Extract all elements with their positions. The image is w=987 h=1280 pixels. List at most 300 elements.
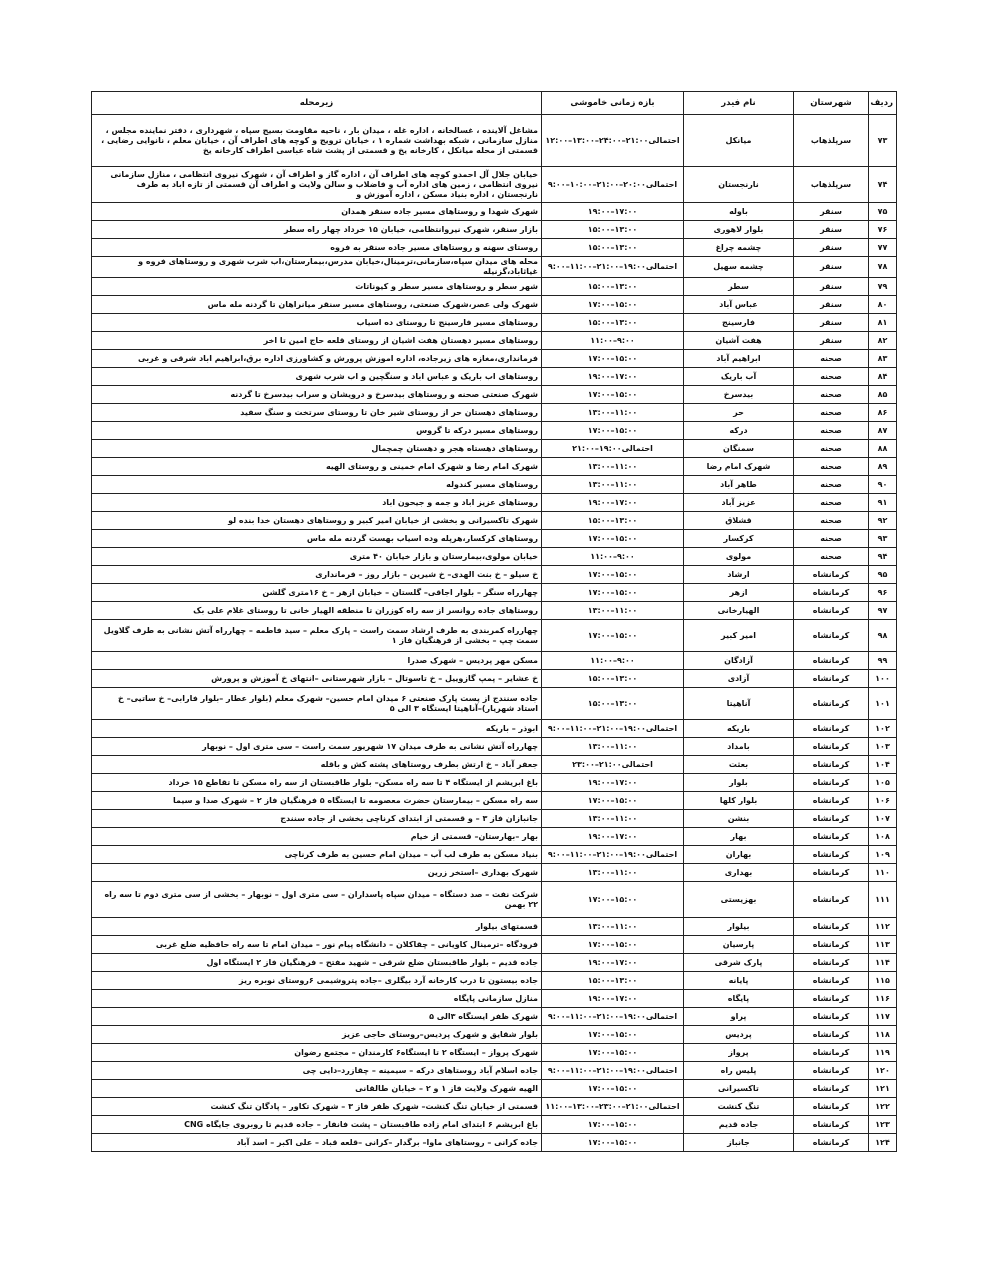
table-row <box>92 440 897 458</box>
table-row <box>92 1008 897 1026</box>
area-cell: الهیه شهرک ولایت فاز ۱ و ۲ – خیابان طالقانی <box>92 1080 542 1098</box>
feeder-name-cell: عزیز آباد <box>684 494 794 512</box>
table-row <box>92 512 897 530</box>
row-number-cell: ۹۸ <box>869 620 897 652</box>
feeder-name-cell: بامداد <box>684 738 794 756</box>
row-number-cell: ۸۲ <box>869 332 897 350</box>
area-cell: جانبازان فاز ۳ – و قسمتی از ابتدای کرناچی بخشی از جاده سنندج <box>92 810 542 828</box>
feeder-name-cell: آناهیتا <box>684 688 794 720</box>
city-cell: کرمانشاه <box>794 670 869 688</box>
row-number-cell: ۸۹ <box>869 458 897 476</box>
area-cell: جعفر آباد – خ ارتش بطرف روستاهای پشته کش و باقله <box>92 756 542 774</box>
table-row <box>92 404 897 422</box>
row-number-cell: ۱۲۱ <box>869 1080 897 1098</box>
feeder-name-cell: میانکل <box>684 115 794 167</box>
outage-schedule-sheet <box>91 91 896 1152</box>
outage-time-cell: ۱۵:۰۰–۱۷:۰۰ <box>542 620 684 652</box>
area-cell: محله های میدان سپاه،سازمانی،ترمینال،خیابان مدرس،بیمارستان،اب شرب شهری و روستاهای فروه و غیاثاباد،گزنیله <box>92 257 542 278</box>
outage-time-cell: ۱۷:۰۰–۱۹:۰۰ <box>542 954 684 972</box>
feeder-name-cell: امیر کبیر <box>684 620 794 652</box>
city-cell: کرمانشاه <box>794 846 869 864</box>
area-cell: بازار سنقر، شهرک نیروانتظامی، خیابان ۱۵ خرداد چهار راه سطر <box>92 221 542 239</box>
feeder-name-cell: ابراهیم آباد <box>684 350 794 368</box>
outage-time-cell: ۱۱:۰۰–۱۳:۰۰ <box>542 404 684 422</box>
table-row <box>92 296 897 314</box>
row-number-cell: ۷۶ <box>869 221 897 239</box>
table-row <box>92 918 897 936</box>
outage-time-cell: ۱۵:۰۰–۱۷:۰۰ <box>542 566 684 584</box>
table-row <box>92 1062 897 1080</box>
table-row <box>92 620 897 652</box>
city-cell: کرمانشاه <box>794 774 869 792</box>
table-row <box>92 652 897 670</box>
row-number-cell: ۱۰۲ <box>869 720 897 738</box>
city-cell: کرمانشاه <box>794 990 869 1008</box>
table-row <box>92 756 897 774</box>
outage-time-cell: ۱۵:۰۰–۱۷:۰۰ <box>542 792 684 810</box>
area-cell: باغ ابریشم از ایستگاه ۴ تا سه راه مسکن– بلوار طاقبستان از سه راه مسکن تا تقاطع ۱۵ خرداد <box>92 774 542 792</box>
city-cell: کرمانشاه <box>794 738 869 756</box>
table-row <box>92 332 897 350</box>
area-cell: شهرک تاکسیرانی و بخشی از خیابان امیر کبیر و روستاهای دهستان خدا بنده لو <box>92 512 542 530</box>
area-cell: فرمانداری،مغازه های زیرجاده، اداره اموزش پرورش و کشاورزی اداره برق،ابراهیم اباد شرقی و غربی <box>92 350 542 368</box>
header-outage-time: بازه زمانی خاموشی <box>542 92 684 115</box>
row-number-cell: ۷۳ <box>869 115 897 167</box>
row-number-cell: ۷۴ <box>869 167 897 203</box>
row-number-cell: ۸۰ <box>869 296 897 314</box>
outage-time-cell: ۱۵:۰۰–۱۷:۰۰ <box>542 296 684 314</box>
area-cell: بنیاد مسکن به طرف لب آب – میدان امام حسین به طرف کرناچی <box>92 846 542 864</box>
feeder-name-cell: سطر <box>684 278 794 296</box>
row-number-cell: ۱۱۶ <box>869 990 897 1008</box>
area-cell: روستاهای عزیز اباد و جمه و جیحون اباد <box>92 494 542 512</box>
feeder-name-cell: آب باریک <box>684 368 794 386</box>
row-number-cell: ۱۲۳ <box>869 1116 897 1134</box>
city-cell: کرمانشاه <box>794 1134 869 1152</box>
city-cell: کرمانشاه <box>794 1044 869 1062</box>
outage-time-cell: ۹:۰۰–۱۱:۰۰ <box>542 548 684 566</box>
table-row <box>92 1026 897 1044</box>
outage-time-cell: ۱۷:۰۰–۱۹:۰۰ <box>542 828 684 846</box>
outage-time-cell: ۱۳:۰۰–۱۵:۰۰ <box>542 221 684 239</box>
city-cell: کرمانشاه <box>794 584 869 602</box>
area-cell: روستاهای جاده روانسر از سه راه کوزران تا منطقه الهیار خانی تا روستای غلام علی بک <box>92 602 542 620</box>
header-area: زیرمحله <box>92 92 542 115</box>
row-number-cell: ۱۱۴ <box>869 954 897 972</box>
feeder-name-cell: بیدسرخ <box>684 386 794 404</box>
city-cell: صحنه <box>794 404 869 422</box>
area-cell: جاده سنندج از پست پارک صنعتی ۶ میدان امام حسین– شهرک معلم (بلوار عطار –بلوار فارابی– خ ساتیی– خ استاد شهریار)–آناهیتا ایستگاه ۳ الی ۵ <box>92 688 542 720</box>
feeder-name-cell: حر <box>684 404 794 422</box>
outage-time-cell: ۱۵:۰۰–۱۷:۰۰ <box>542 584 684 602</box>
table-row <box>92 864 897 882</box>
row-number-cell: ۱۱۰ <box>869 864 897 882</box>
feeder-name-cell: تاکسیرانی <box>684 1080 794 1098</box>
row-number-cell: ۸۴ <box>869 368 897 386</box>
table-row <box>92 476 897 494</box>
row-number-cell: ۱۰۶ <box>869 792 897 810</box>
outage-time-cell: ۱۵:۰۰–۱۷:۰۰ <box>542 350 684 368</box>
city-cell: کرمانشاه <box>794 652 869 670</box>
table-row <box>92 566 897 584</box>
city-cell: کرمانشاه <box>794 882 869 918</box>
outage-time-cell: ۱۷:۰۰–۱۹:۰۰ <box>542 368 684 386</box>
row-number-cell: ۱۰۴ <box>869 756 897 774</box>
table-row <box>92 368 897 386</box>
city-cell: کرمانشاه <box>794 810 869 828</box>
row-number-cell: ۱۰۷ <box>869 810 897 828</box>
area-cell: باغ ابریشم ۶ ابتدای امام زاده طاقبستان – پشت فانفار – جاده قدیم تا روبروی جایگاه CNG <box>92 1116 542 1134</box>
table-row <box>92 314 897 332</box>
area-cell: جاده اسلام آباد روستاهای درکه – سیمینه – چقازرد–دایی چی <box>92 1062 542 1080</box>
row-number-cell: ۷۸ <box>869 257 897 278</box>
feeder-name-cell: بلوار کلها <box>684 792 794 810</box>
city-cell: کرمانشاه <box>794 688 869 720</box>
city-cell: کرمانشاه <box>794 720 869 738</box>
table-row <box>92 792 897 810</box>
row-number-cell: ۸۳ <box>869 350 897 368</box>
area-cell: روستاهای دهستاه هجر و دهستان چمچمال <box>92 440 542 458</box>
area-cell: روستای سهنه و روستاهای مسیر جاده سنقر به فروه <box>92 239 542 257</box>
outage-time-cell: ۱۵:۰۰–۱۷:۰۰ <box>542 1044 684 1062</box>
table-row <box>92 882 897 918</box>
feeder-name-cell: پارک شرقی <box>684 954 794 972</box>
city-cell: کرمانشاه <box>794 828 869 846</box>
table-row <box>92 422 897 440</box>
outage-time-cell: ۱۳:۰۰–۱۵:۰۰ <box>542 670 684 688</box>
area-cell: روستاهای دهستان حر از روستای شیر خان تا روستای سرتخت و سنگ سفید <box>92 404 542 422</box>
city-cell: صحنه <box>794 440 869 458</box>
table-row <box>92 846 897 864</box>
feeder-name-cell: پارسیان <box>684 936 794 954</box>
area-cell: شهرک ولی عصر،شهرک صنعتی، روستاهای مسیر سنقر میانراهان تا گردنه مله ماس <box>92 296 542 314</box>
area-cell: خیابان جلال آل احمدو کوچه های اطراف آن ، اداره گاز و اطراف آن ، شهرک نیروی انتظامی ، منازل سازمانی نیروی انتظامی ، زمین های اداره آب و فاضلاب و سالن ولایت و اطراف آن قسمتی از تازه اباد به طرف نارنجستان ، اداره بنیاد مسکن ، اداره آموزش و <box>92 167 542 203</box>
row-number-cell: ۹۲ <box>869 512 897 530</box>
city-cell: کرمانشاه <box>794 792 869 810</box>
outage-time-cell: ۱۱:۰۰–۱۳:۰۰ <box>542 738 684 756</box>
feeder-name-cell: درکه <box>684 422 794 440</box>
row-number-cell: ۹۷ <box>869 602 897 620</box>
outage-time-cell: ۱۵:۰۰–۱۷:۰۰ <box>542 882 684 918</box>
city-cell: صحنه <box>794 422 869 440</box>
feeder-name-cell: پراو <box>684 1008 794 1026</box>
feeder-name-cell: بهاران <box>684 846 794 864</box>
area-cell: شرکت نفت – صد دستگاه – میدان سپاه پاسداران – سی متری اول – نوبهار – بخشی از سی متری دوم تا سه راه ۲۲ بهمن <box>92 882 542 918</box>
city-cell: کرمانشاه <box>794 620 869 652</box>
area-cell: شهرک پرواز – ایستگاه ۲ تا ایستگاه۶ کارمندان – مجتمع رضوان <box>92 1044 542 1062</box>
outage-time-cell: احتمالی۲۱:۰۰–۲۳:۰۰–۱۳:۰۰–۱۱:۰۰ <box>542 1098 684 1116</box>
row-number-cell: ۷۵ <box>869 203 897 221</box>
table-row <box>92 738 897 756</box>
feeder-name-cell: قشلاق <box>684 512 794 530</box>
city-cell: کرمانشاه <box>794 918 869 936</box>
row-number-cell: ۸۸ <box>869 440 897 458</box>
table-row <box>92 936 897 954</box>
feeder-name-cell: هفت آشیان <box>684 332 794 350</box>
outage-time-cell: ۱۱:۰۰–۱۳:۰۰ <box>542 602 684 620</box>
area-cell: شهرک صنعتی صحنه و روستاهای بیدسرخ و درویشان و سراب بیدسرخ تا گردنه <box>92 386 542 404</box>
row-number-cell: ۷۹ <box>869 278 897 296</box>
feeder-name-cell: بیلوار <box>684 918 794 936</box>
table-header-row <box>92 92 897 115</box>
feeder-name-cell: فارسینج <box>684 314 794 332</box>
area-cell: جاده کرانی – روستاهای ماوا– برگدار –کرانی –قلعه قباد – علی اکبر – اسد آباد <box>92 1134 542 1152</box>
outage-time-cell: ۱۵:۰۰–۱۷:۰۰ <box>542 1026 684 1044</box>
table-row <box>92 458 897 476</box>
city-cell: سنقر <box>794 296 869 314</box>
city-cell: کرمانشاه <box>794 602 869 620</box>
city-cell: صحنه <box>794 530 869 548</box>
city-cell: کرمانشاه <box>794 1098 869 1116</box>
city-cell: صحنه <box>794 548 869 566</box>
table-row <box>92 386 897 404</box>
row-number-cell: ۹۵ <box>869 566 897 584</box>
city-cell: کرمانشاه <box>794 756 869 774</box>
outage-time-cell: احتمالی۲۱:۰۰–۲۴:۰۰–۱۳:۰۰–۱۲:۰۰ <box>542 115 684 167</box>
row-number-cell: ۱۰۱ <box>869 688 897 720</box>
city-cell: کرمانشاه <box>794 954 869 972</box>
row-number-cell: ۱۱۲ <box>869 918 897 936</box>
table-row <box>92 350 897 368</box>
table-row <box>92 954 897 972</box>
table-row <box>92 584 897 602</box>
header-row-number: ردیف <box>869 92 897 115</box>
row-number-cell: ۱۱۵ <box>869 972 897 990</box>
table-row <box>92 239 897 257</box>
area-cell: جاده قدیم – بلوار طاقبستان ضلع شرقی – شهید مفتح – فرهنگیان فاز ۲ ایستگاه اول <box>92 954 542 972</box>
outage-time-cell: احتمالی۲۰:۰۰–۲۱:۰۰–۱۰:۰۰–۹:۰۰ <box>542 167 684 203</box>
table-row <box>92 720 897 738</box>
row-number-cell: ۱۱۸ <box>869 1026 897 1044</box>
city-cell: صحنه <box>794 458 869 476</box>
feeder-name-cell: بلوار لاهوری <box>684 221 794 239</box>
table-row <box>92 203 897 221</box>
city-cell: سنقر <box>794 332 869 350</box>
outage-time-cell: ۱۳:۰۰–۱۵:۰۰ <box>542 688 684 720</box>
city-cell: کرمانشاه <box>794 972 869 990</box>
area-cell: روستاهای مسیر فارسینج تا روستای ده اسیاب <box>92 314 542 332</box>
area-cell: شهرک امام رضا و شهرک امام خمینی و روستای الهیه <box>92 458 542 476</box>
feeder-name-cell: باریکه <box>684 720 794 738</box>
row-number-cell: ۱۰۸ <box>869 828 897 846</box>
outage-time-cell: ۱۷:۰۰–۱۹:۰۰ <box>542 203 684 221</box>
row-number-cell: ۸۱ <box>869 314 897 332</box>
outage-time-cell: ۱۵:۰۰–۱۷:۰۰ <box>542 1116 684 1134</box>
table-row <box>92 602 897 620</box>
area-cell: چهارراه کمربندی به طرف ارشاد سمت راست – پارک معلم – سید فاطمه – چهارراه آتش نشانی به طرف گلاویل سمت چپ – بخشی از فرهنگیان فاز ۱ <box>92 620 542 652</box>
feeder-name-cell: پرواز <box>684 1044 794 1062</box>
city-cell: سرپلذهاب <box>794 115 869 167</box>
feeder-name-cell: جانباز <box>684 1134 794 1152</box>
table-row <box>92 530 897 548</box>
city-cell: کرمانشاه <box>794 1080 869 1098</box>
outage-time-cell: ۱۵:۰۰–۱۷:۰۰ <box>542 422 684 440</box>
outage-time-cell: احتمالی۱۹:۰۰–۲۱:۰۰–۱۱:۰۰–۹:۰۰ <box>542 846 684 864</box>
row-number-cell: ۹۰ <box>869 476 897 494</box>
city-cell: کرمانشاه <box>794 1062 869 1080</box>
outage-time-cell: ۹:۰۰–۱۱:۰۰ <box>542 332 684 350</box>
city-cell: صحنه <box>794 512 869 530</box>
city-cell: سنقر <box>794 257 869 278</box>
area-cell: بهار –بهارستان– قسمتی از خیام <box>92 828 542 846</box>
table-row <box>92 774 897 792</box>
city-cell: سرپلذهاب <box>794 167 869 203</box>
area-cell: خ سیلو – خ بنت الهدی– خ شیرین – بازار روز – فرمانداری <box>92 566 542 584</box>
outage-time-cell: ۱۱:۰۰–۱۳:۰۰ <box>542 458 684 476</box>
row-number-cell: ۸۵ <box>869 386 897 404</box>
table-row <box>92 1080 897 1098</box>
city-cell: کرمانشاه <box>794 1026 869 1044</box>
feeder-name-cell: شهرک امام رضا <box>684 458 794 476</box>
outage-time-cell: ۱۱:۰۰–۱۳:۰۰ <box>542 476 684 494</box>
row-number-cell: ۱۰۰ <box>869 670 897 688</box>
outage-time-cell: ۱۵:۰۰–۱۷:۰۰ <box>542 386 684 404</box>
city-cell: صحنه <box>794 350 869 368</box>
outage-time-cell: احتمالی۱۹:۰۰–۲۱:۰۰–۱۱:۰۰–۹:۰۰ <box>542 720 684 738</box>
table-row <box>92 221 897 239</box>
header-feeder-name: نام فیدر <box>684 92 794 115</box>
table-row <box>92 1098 897 1116</box>
row-number-cell: ۱۲۲ <box>869 1098 897 1116</box>
outage-time-cell: ۱۵:۰۰–۱۷:۰۰ <box>542 1134 684 1152</box>
city-cell: کرمانشاه <box>794 1008 869 1026</box>
table-row <box>92 1134 897 1152</box>
outage-time-cell: ۱۳:۰۰–۱۵:۰۰ <box>542 512 684 530</box>
outage-time-cell: احتمالی۱۹:۰۰–۲۱:۰۰–۱۱:۰۰–۹:۰۰ <box>542 257 684 278</box>
row-number-cell: ۱۰۳ <box>869 738 897 756</box>
area-cell: روستاهای مسیر کندوله <box>92 476 542 494</box>
area-cell: بلوار شقایق و شهرک پردیس–روستای حاجی عزیز <box>92 1026 542 1044</box>
outage-time-cell: ۱۳:۰۰–۱۵:۰۰ <box>542 278 684 296</box>
area-cell: جاده بیستون تا درب کارخانه آرد بیگلری –جاده پتروشیمی ۶روستای نوبره ریز <box>92 972 542 990</box>
feeder-name-cell: کرکسار <box>684 530 794 548</box>
table-row <box>92 972 897 990</box>
table-row <box>92 257 897 278</box>
table-row <box>92 828 897 846</box>
row-number-cell: ۱۰۵ <box>869 774 897 792</box>
outage-time-cell: ۱۳:۰۰–۱۵:۰۰ <box>542 314 684 332</box>
feeder-name-cell: آزادی <box>684 670 794 688</box>
area-cell: قسمتی از خیابان تنگ کنشت– شهرک ظفر فاز ۳ – شهرک تکاور – پادگان تنگ کنشت <box>92 1098 542 1116</box>
feeder-name-cell: چشمه سهیل <box>684 257 794 278</box>
outage-time-cell: ۱۷:۰۰–۱۹:۰۰ <box>542 774 684 792</box>
city-cell: کرمانشاه <box>794 1116 869 1134</box>
feeder-name-cell: عباس آباد <box>684 296 794 314</box>
feeder-name-cell: جاده قدیم <box>684 1116 794 1134</box>
table-row <box>92 494 897 512</box>
city-cell: صحنه <box>794 386 869 404</box>
outage-time-cell: احتمالی۱۹:۰۰–۲۱:۰۰–۱۱:۰۰–۹:۰۰ <box>542 1062 684 1080</box>
feeder-name-cell: تنگ کنشت <box>684 1098 794 1116</box>
feeder-name-cell: طاهر آباد <box>684 476 794 494</box>
city-cell: صحنه <box>794 476 869 494</box>
area-cell: شهرک بهداری –استخر زرین <box>92 864 542 882</box>
city-cell: سنقر <box>794 239 869 257</box>
feeder-name-cell: پلیس راه <box>684 1062 794 1080</box>
city-cell: کرمانشاه <box>794 864 869 882</box>
row-number-cell: ۹۴ <box>869 548 897 566</box>
outage-time-cell: احتمالی۱۹:۰۰–۲۱:۰۰ <box>542 440 684 458</box>
feeder-name-cell: ازهر <box>684 584 794 602</box>
feeder-name-cell: بلوار <box>684 774 794 792</box>
table-row <box>92 115 897 167</box>
feeder-name-cell: پردیس <box>684 1026 794 1044</box>
row-number-cell: ۱۱۳ <box>869 936 897 954</box>
table-row <box>92 548 897 566</box>
outage-table <box>91 91 897 1152</box>
table-row <box>92 688 897 720</box>
area-cell: روستاهای اب باریک و عباس اباد و سنگچین و اب شرب شهری <box>92 368 542 386</box>
area-cell: ابوذر – باریکه <box>92 720 542 738</box>
row-number-cell: ۹۶ <box>869 584 897 602</box>
area-cell: شهر سطر و روستاهای مسیر سطر و کیوناتات <box>92 278 542 296</box>
area-cell: چهارراه آتش نشانی به طرف میدان ۱۷ شهریور سمت راست – سی متری اول – نوبهار <box>92 738 542 756</box>
feeder-name-cell: سمنگان <box>684 440 794 458</box>
feeder-name-cell: بهار <box>684 828 794 846</box>
table-row <box>92 810 897 828</box>
city-cell: صحنه <box>794 494 869 512</box>
table-row <box>92 990 897 1008</box>
outage-time-cell: ۱۵:۰۰–۱۷:۰۰ <box>542 530 684 548</box>
row-number-cell: ۱۰۹ <box>869 846 897 864</box>
feeder-name-cell: پایانه <box>684 972 794 990</box>
outage-time-cell: ۱۱:۰۰–۱۳:۰۰ <box>542 810 684 828</box>
city-cell: سنقر <box>794 203 869 221</box>
feeder-name-cell: بنشن <box>684 810 794 828</box>
row-number-cell: ۱۲۰ <box>869 1062 897 1080</box>
row-number-cell: ۹۳ <box>869 530 897 548</box>
row-number-cell: ۱۱۹ <box>869 1044 897 1062</box>
area-cell: مشاغل آلاینده ، غسالخانه ، اداره غله ، میدان بار ، ناحیه مقاومت بسیج سپاه ، شهرداری ، دفتر نماینده مجلس ، منازل سازمانی ، شبکه بهداشت شماره ۱ ، خیابان ترویج و کوچه های اطراف آن ، خیابان معلم ، نانوایی رضایی ، قسمتی از محله میانکل ، کارخانه یخ و قسمتی از پشت شاه عباسی اطراف کارخانه یخ <box>92 115 542 167</box>
outage-time-cell: ۹:۰۰–۱۱:۰۰ <box>542 652 684 670</box>
table-row <box>92 1044 897 1062</box>
outage-time-cell: ۱۳:۰۰–۱۵:۰۰ <box>542 972 684 990</box>
row-number-cell: ۹۱ <box>869 494 897 512</box>
outage-time-cell: احتمالی۲۱:۰۰–۲۳:۰۰ <box>542 756 684 774</box>
city-cell: صحنه <box>794 368 869 386</box>
table-row <box>92 670 897 688</box>
table-row <box>92 1116 897 1134</box>
outage-time-cell: ۱۷:۰۰–۱۹:۰۰ <box>542 990 684 1008</box>
area-cell: شهرک ظفر ایستگاه ۳الی ۵ <box>92 1008 542 1026</box>
outage-time-cell: ۱۵:۰۰–۱۷:۰۰ <box>542 936 684 954</box>
feeder-name-cell: چشمه چراغ <box>684 239 794 257</box>
feeder-name-cell: نارنجستان <box>684 167 794 203</box>
area-cell: قسمتهای بیلوار <box>92 918 542 936</box>
header-city: شهرستان <box>794 92 869 115</box>
row-number-cell: ۷۷ <box>869 239 897 257</box>
feeder-name-cell: الهیارخانی <box>684 602 794 620</box>
area-cell: خ عشایر – پمپ گازوییل – خ تاسوتال – بازار شهرستانی –انتهای خ آموزش و پرورش <box>92 670 542 688</box>
row-number-cell: ۸۶ <box>869 404 897 422</box>
feeder-name-cell: باوله <box>684 203 794 221</box>
city-cell: سنقر <box>794 278 869 296</box>
city-cell: کرمانشاه <box>794 936 869 954</box>
outage-time-cell: ۱۵:۰۰–۱۷:۰۰ <box>542 1080 684 1098</box>
row-number-cell: ۱۲۴ <box>869 1134 897 1152</box>
table-row <box>92 278 897 296</box>
table-row <box>92 167 897 203</box>
outage-time-cell: احتمالی۱۹:۰۰–۲۱:۰۰–۱۱:۰۰–۹:۰۰ <box>542 1008 684 1026</box>
feeder-name-cell: بهزیستی <box>684 882 794 918</box>
city-cell: سنقر <box>794 221 869 239</box>
outage-time-cell: ۱۱:۰۰–۱۳:۰۰ <box>542 918 684 936</box>
area-cell: چهارراه سنگر – بلوار اجاقی– گلستان – خیابان ازهر – خ ۱۶متری گلشن <box>92 584 542 602</box>
area-cell: روستاهای کرکسار،هرپله وده اسیاب بهست گردنه مله ماس <box>92 530 542 548</box>
area-cell: روستاهای مسیر درکه تا گروس <box>92 422 542 440</box>
area-cell: خیابان مولوی،بیمارستان و بازار خیابان ۴۰ متری <box>92 548 542 566</box>
area-cell: روستاهای مسیر دهستان هفت اشیان از روستای قلعه حاج امین تا اخر <box>92 332 542 350</box>
